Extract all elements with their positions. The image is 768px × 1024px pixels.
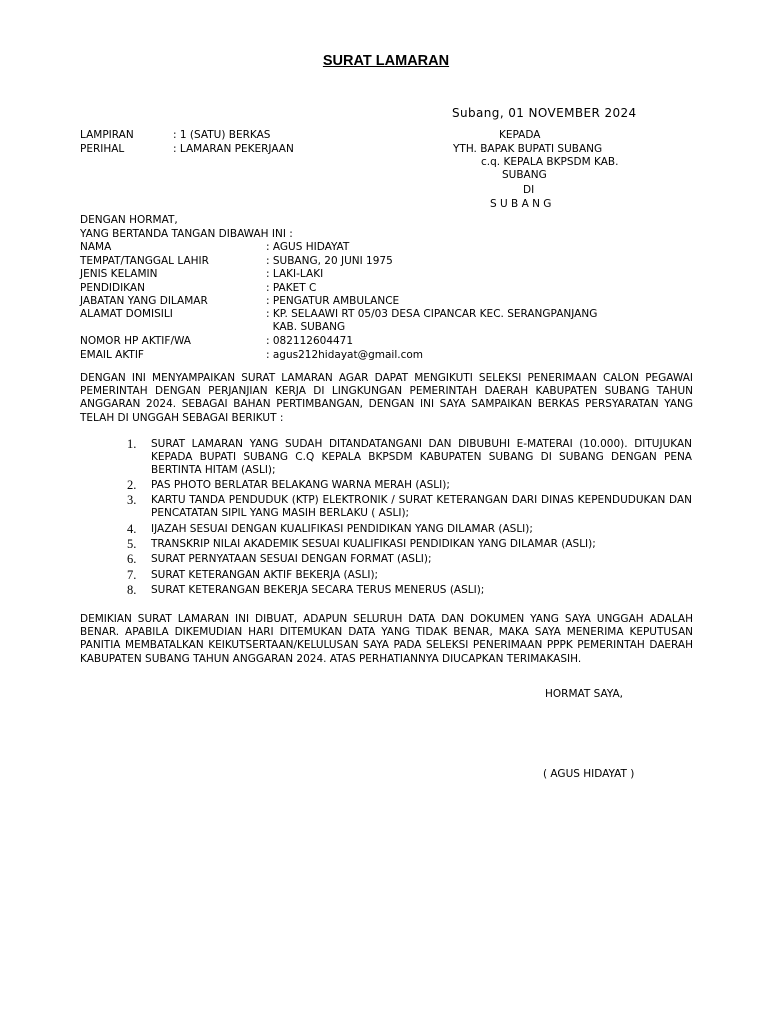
identity-key: NOMOR HP AKTIF/WA	[80, 335, 191, 347]
list-number: 5.	[127, 536, 137, 551]
list-number: 4.	[127, 521, 137, 536]
recipient-line: YTH. BAPAK BUPATI SUBANG	[453, 143, 603, 155]
closing-salutation: HORMAT SAYA,	[545, 688, 623, 700]
list-text: KARTU TANDA PENDUDUK (KTP) ELEKTRONIK / SURAT KETERANGAN DARI DINAS KEPENDUDUKAN DAN PENCATATAN SIPIL YANG MASIH BERLAKU ( ASLI);	[151, 494, 692, 520]
identity-value: : KP. SELAAWI RT 05/03 DESA CIPANCAR KEC. SERANGPANJANG	[266, 308, 598, 320]
identity-row	[80, 335, 700, 349]
identity-key: NAMA	[80, 241, 112, 253]
list-item	[80, 553, 692, 566]
identity-value: : SUBANG, 20 JUNI 1975	[266, 255, 393, 267]
list-item	[80, 569, 692, 582]
list-number: 7.	[127, 567, 137, 582]
identity-row	[80, 268, 700, 282]
recipient-line: c.q. KEPALA BKPSDM KAB.	[481, 156, 619, 168]
list-number: 3.	[127, 493, 137, 508]
identity-key: JABATAN YANG DILAMAR	[80, 295, 208, 307]
list-item	[80, 479, 692, 492]
recipient-line: KEPADA	[499, 129, 541, 141]
list-text: SURAT PERNYATAAN SESUAI DENGAN FORMAT (ASLI);	[151, 553, 432, 566]
list-item	[80, 584, 692, 597]
identity-value: : agus212hidayat@gmail.com	[266, 349, 424, 361]
list-number: 1.	[127, 437, 137, 451]
meta-value: : LAMARAN PEKERJAAN	[173, 143, 294, 155]
list-item	[80, 523, 692, 536]
list-text: TRANSKRIP NILAI AKADEMIK SESUAI KUALIFIKASI PENDIDIKAN YANG DILAMAR (ASLI);	[151, 537, 596, 550]
closing-paragraph: DEMIKIAN SURAT LAMARAN INI DIBUAT, ADAPUN SELURUH DATA DAN DOKUMEN YANG SAYA UNGGAH ADALAH BENAR. APABILA DIKEMUDIAN HARI DITEMUKAN DATA YANG TIDAK BENAR, MAKA SAYA MENERIMA KEPUTUSAN PANITIA MEMBATALKAN KEIKUTSERTAAN/KELULUSAN SAYA PADA SELEKSI PENERIMAAN PPPK PEMERINTAH DAERAH KABUPATEN SUBANG TAHUN ANGGARAN 2024. ATAS PERHATIANNYA DIUCAPKAN TERIMAKASIH.	[80, 613, 693, 665]
signer-intro: YANG BERTANDA TANGAN DIBAWAH INI :	[80, 228, 293, 240]
list-item	[80, 538, 692, 551]
identity-row	[80, 241, 700, 255]
identity-value: KAB. SUBANG	[266, 321, 346, 333]
identity-value: : PAKET C	[266, 282, 317, 294]
meta-key: PERIHAL	[80, 143, 125, 155]
identity-value: : AGUS HIDAYAT	[266, 241, 350, 253]
list-item	[80, 438, 692, 476]
recipient-line: SUBANG	[502, 169, 547, 181]
identity-row	[80, 282, 700, 296]
list-text: PAS PHOTO BERLATAR BELAKANG WARNA MERAH (ASLI);	[151, 478, 450, 491]
identity-row	[80, 349, 700, 363]
place-date: Subang, 01 NOVEMBER 2024	[452, 106, 637, 120]
identity-value: : PENGATUR AMBULANCE	[266, 295, 400, 307]
identity-row	[80, 308, 700, 322]
documents-list	[80, 438, 692, 600]
list-text: SURAT LAMARAN YANG SUDAH DITANDATANGANI DAN DIBUBUHI E-MATERAI (10.000). DITUJUKAN KEPADA BUPATI SUBANG C.Q KEPALA BKPSDM KABUPATEN SUBANG DI SUBANG DENGAN PENA BERTINTA HITAM (ASLI);	[151, 438, 692, 476]
list-item	[80, 494, 692, 520]
greeting: DENGAN HORMAT,	[80, 214, 178, 226]
identity-key: PENDIDIKAN	[80, 282, 145, 294]
identity-value: : LAKI-LAKI	[266, 268, 324, 280]
identity-row	[80, 321, 700, 335]
identity-key: JENIS KELAMIN	[80, 268, 158, 280]
letter-title: SURAT LAMARAN	[322, 53, 450, 69]
signature-name: ( AGUS HIDAYAT )	[543, 768, 635, 780]
body-paragraph: DENGAN INI MENYAMPAIKAN SURAT LAMARAN AGAR DAPAT MENGIKUTI SELEKSI PENERIMAAN CALON PEGAWAI PEMERINTAH DENGAN PERJANJIAN KERJA DI LINGKUNGAN PEMERINTAH DAERAH KABUPATEN SUBANG TAHUN ANGGARAN 2024. SEBAGAI BAHAN PERTIMBANGAN, DENGAN INI SAYA SAMPAIKAN BERKAS PERSYARATAN YANG TELAH DI UNGGAH SEBAGAI BERIKUT :	[80, 372, 693, 424]
list-number: 6.	[127, 552, 137, 567]
recipient-line: S U B A N G	[490, 198, 552, 210]
identity-value: : 082112604471	[266, 335, 354, 347]
identity-key: TEMPAT/TANGGAL LAHIR	[80, 255, 209, 267]
list-number: 2.	[127, 477, 137, 492]
meta-key: LAMPIRAN	[80, 129, 134, 141]
list-number: 8.	[127, 583, 137, 598]
list-text: SURAT KETERANGAN AKTIF BEKERJA (ASLI);	[151, 568, 379, 581]
identity-row	[80, 295, 700, 309]
identity-row	[80, 255, 700, 269]
meta-value: : 1 (SATU) BERKAS	[173, 129, 271, 141]
recipient-line: DI	[523, 184, 535, 196]
list-text: IJAZAH SESUAI DENGAN KUALIFIKASI PENDIDIKAN YANG DILAMAR (ASLI);	[151, 522, 533, 535]
identity-key: EMAIL AKTIF	[80, 349, 144, 361]
identity-key: ALAMAT DOMISILI	[80, 308, 173, 320]
list-text: SURAT KETERANGAN BEKERJA SECARA TERUS MENERUS (ASLI);	[151, 584, 485, 597]
